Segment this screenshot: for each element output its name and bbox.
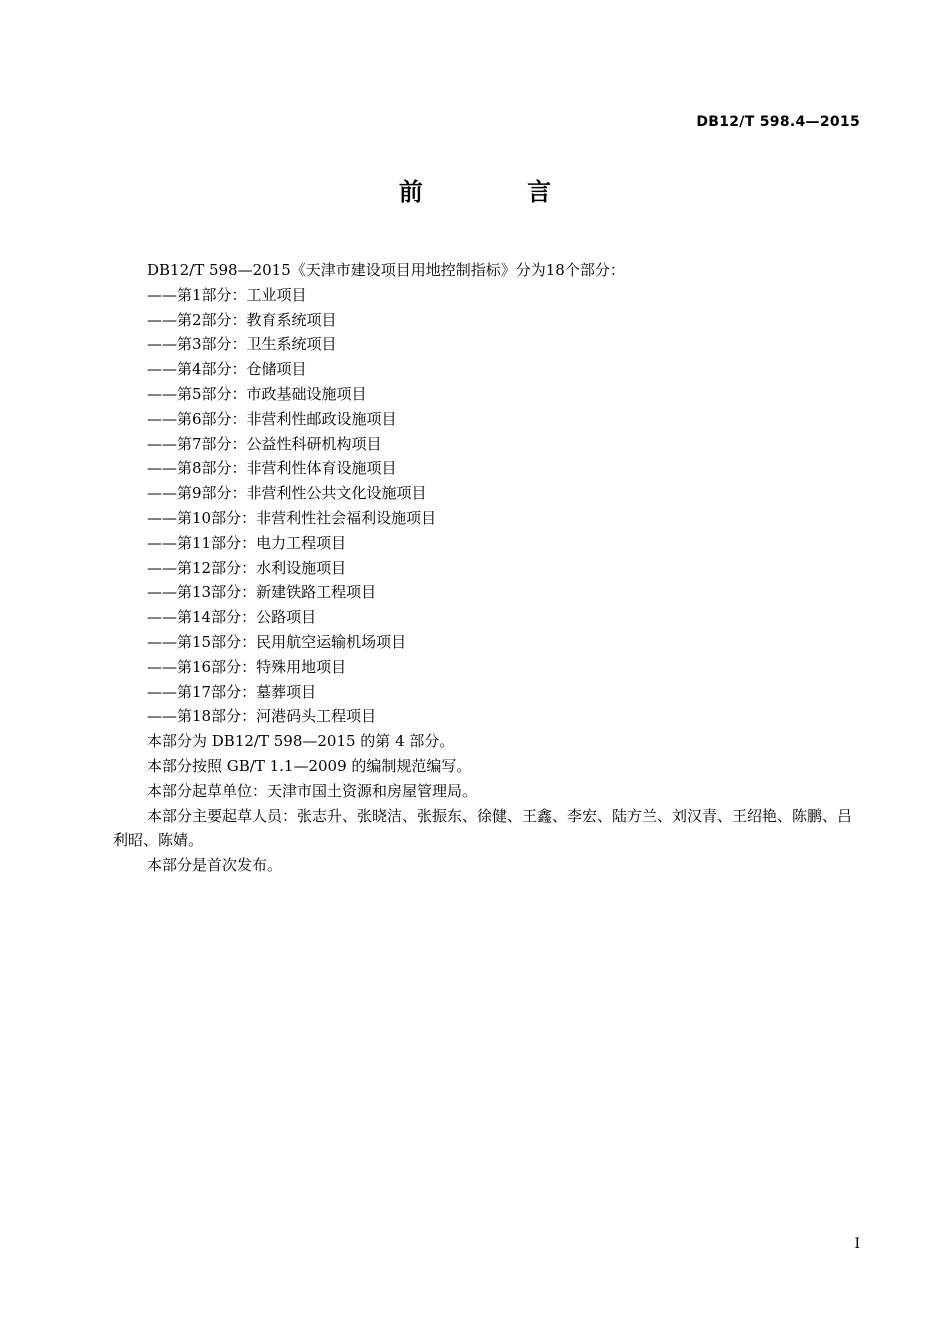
list-item: ——第9部分：非营利性公共文化设施项目 bbox=[147, 484, 427, 503]
drafting-rule-statement: 本部分按照 GB/T 1.1—2009 的编制规范编写。 bbox=[147, 756, 472, 775]
list-item: ——第3部分：卫生系统项目 bbox=[147, 335, 337, 354]
list-item: ——第17部分：墓葬项目 bbox=[147, 682, 317, 701]
list-item: ——第14部分：公路项目 bbox=[147, 608, 317, 627]
page-number: I bbox=[854, 1236, 860, 1252]
drafters-text: 本部分主要起草人员：张志升、张晓洁、张振东、徐健、王鑫、李宏、陆方兰、刘汉青、王绍艳、陈鹏、吕利昭、陈婧。 bbox=[113, 806, 853, 850]
list-item: ——第6部分：非营利性邮政设施项目 bbox=[147, 409, 397, 428]
list-item: ——第8部分：非营利性体育设施项目 bbox=[147, 459, 397, 478]
list-item: ——第11部分：电力工程项目 bbox=[147, 533, 347, 552]
first-release-statement: 本部分是首次发布。 bbox=[147, 856, 283, 875]
list-item: ——第18部分：河港码头工程项目 bbox=[147, 707, 377, 726]
parts-list bbox=[113, 283, 863, 729]
drafting-unit-statement: 本部分起草单位：天津市国土资源和房屋管理局。 bbox=[147, 781, 478, 800]
list-item: ——第12部分：水利设施项目 bbox=[147, 558, 347, 577]
list-item: ——第13部分：新建铁路工程项目 bbox=[147, 583, 377, 602]
list-item: ——第7部分：公益性科研机构项目 bbox=[147, 434, 382, 453]
foreword-body bbox=[113, 258, 863, 878]
list-item: ——第15部分：民用航空运输机场项目 bbox=[147, 632, 407, 651]
drafters-statement bbox=[113, 804, 863, 854]
list-item: ——第1部分：工业项目 bbox=[147, 285, 307, 304]
intro-paragraph: DB12/T 598—2015《天津市建设项目用地控制指标》分为18个部分： bbox=[147, 261, 625, 279]
list-item: ——第5部分：市政基础设施项目 bbox=[147, 384, 367, 403]
list-item: ——第16部分：特殊用地项目 bbox=[147, 657, 347, 676]
page-title: 前 言 bbox=[398, 178, 600, 206]
list-item: ——第2部分：教育系统项目 bbox=[147, 310, 337, 329]
list-item: ——第4部分：仓储项目 bbox=[147, 360, 307, 379]
list-item: ——第10部分：非营利性社会福利设施项目 bbox=[147, 508, 437, 527]
document-code: DB12/T 598.4—2015 bbox=[696, 114, 860, 130]
part-of-statement: 本部分为 DB12/T 598—2015 的第 4 部分。 bbox=[147, 732, 455, 751]
